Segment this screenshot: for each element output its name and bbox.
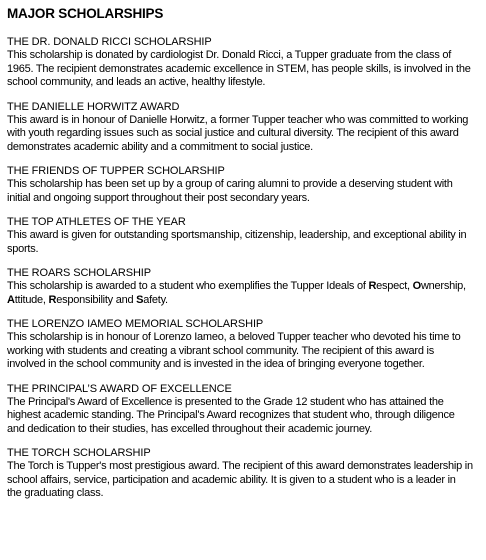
award-torch-scholarship — [7, 447, 473, 501]
award-description: This award is given for outstanding sportsmanship, citizenship, leadership, and exceptional ability in sports. — [7, 229, 467, 255]
award-title: THE DR. DONALD RICCI SCHOLARSHIP — [7, 36, 212, 48]
page-title: MAJOR SCHOLARSHIPS — [7, 6, 164, 21]
roars-initial-o: O — [412, 280, 421, 292]
award-title: THE TORCH SCHOLARSHIP — [7, 447, 151, 459]
award-description: This scholarship is donated by cardiologist Dr. Donald Ricci, a Tupper graduate from the class of 1965. The recipient demonstrates academic excellence in STEM, has people skills, is involved in the school community, and leads an active, healthy lifestyle. — [7, 49, 471, 88]
roars-text: wnership, — [420, 280, 466, 292]
award-description: This scholarship is in honour of Lorenzo Iameo, a beloved Tupper teacher who devoted his time to working with students and creating a vibrant school community. The recipient of this award is involved in the school community and is invested in the idea of bringing everyone together. — [7, 331, 461, 370]
roars-text: ttitude, — [14, 293, 49, 306]
award-roars-scholarship — [7, 267, 473, 307]
award-principals-excellence — [7, 383, 473, 437]
award-title: THE PRINCIPAL’S AWARD OF EXCELLENCE — [7, 382, 232, 395]
roars-text: espect, — [376, 280, 413, 292]
roars-text: afety. — [143, 293, 168, 306]
roars-text: This scholarship is awarded to a student who exemplifies the Tupper Ideals of — [7, 280, 369, 292]
roars-initial-r: R — [368, 280, 377, 292]
award-friends-of-tupper — [7, 165, 473, 205]
roars-text: esponsibility and — [56, 293, 137, 306]
award-description: The Principal's Award of Excellence is presented to the Grade 12 student who has attained the highest academic standing. The Principal's Award recognizes that student who, through diligence and dedication to their studies, has excelled throughout their academic journey. — [7, 395, 455, 435]
award-title: THE DANIELLE HORWITZ AWARD — [7, 100, 180, 113]
roars-initial-s: S — [136, 293, 144, 306]
scholarships-document — [7, 6, 473, 512]
award-description — [7, 280, 473, 307]
award-title: THE ROARS SCHOLARSHIP — [7, 267, 151, 279]
award-ricci-scholarship — [7, 36, 473, 90]
award-description: This award is in honour of Danielle Horwitz, a former Tupper teacher who was committed to working with youth regarding issues such as social justice and cultural diversity. The recipient of this award demonstrates academic ability and a commitment to social justice. — [7, 113, 469, 153]
award-title: THE TOP ATHLETES OF THE YEAR — [7, 216, 186, 228]
award-horwitz-award — [7, 101, 473, 155]
award-title: THE LORENZO IAMEO MEMORIAL SCHOLARSHIP — [7, 318, 264, 330]
roars-initial-a: A — [7, 293, 15, 306]
award-description: This scholarship has been set up by a group of caring alumni to provide a deserving student with initial and ongoing support throughout their post secondary years. — [7, 178, 453, 204]
award-title: THE FRIENDS OF TUPPER SCHOLARSHIP — [7, 165, 225, 177]
roars-initial-r2: R — [48, 293, 57, 306]
award-top-athletes — [7, 216, 473, 256]
award-description: The Torch is Tupper's most prestigious award. The recipient of this award demonstrates leadership in school affairs, service, participation and academic ability. It is given to a student who is a leader in the graduating class. — [7, 460, 473, 499]
award-iameo-memorial — [7, 318, 473, 372]
